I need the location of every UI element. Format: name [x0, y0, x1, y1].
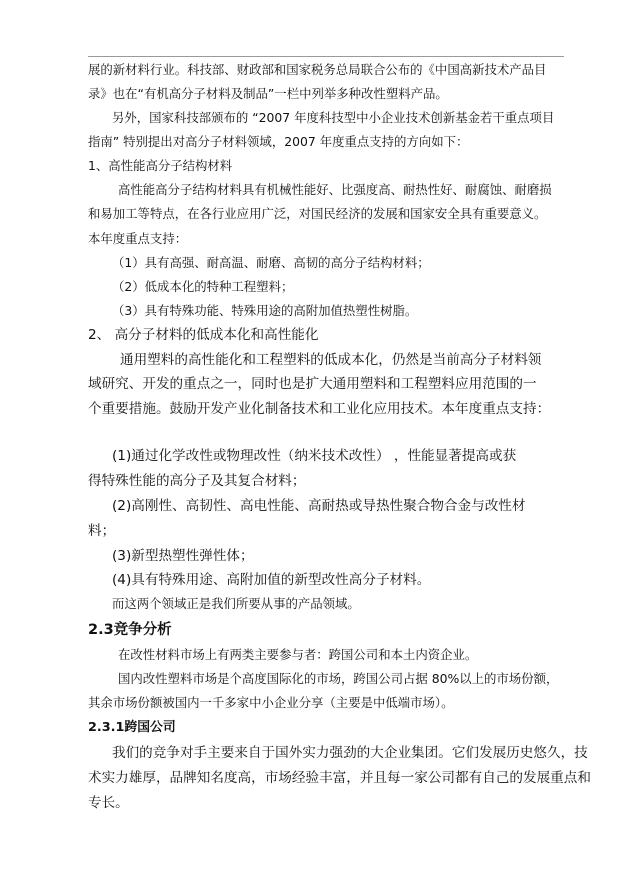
paragraph-line: 另外，国家科技部颁布的 “2007 年度科技型中小企业技术创新基金若干重点项目 [112, 110, 555, 125]
section-title-2-3-1: 2.3.1跨国公司 [88, 720, 176, 735]
list-item: (1)通过化学改性或物理改性（纳米技术改性） ，性能显著提高或获 [112, 448, 517, 464]
paragraph-line: 高性能高分子结构材料具有机械性能好、比强度高、耐热性好、耐腐蚀、耐磨损 [118, 182, 552, 197]
list-item: （3）具有特殊功能、特殊用途的高附加值热塑性树脂。 [112, 303, 418, 318]
header-rule [88, 56, 564, 57]
section-title-2-3: 2.3竞争分析 [88, 622, 172, 638]
list-item: 料； [88, 523, 116, 539]
paragraph-line: 术实力雄厚，品牌知名度高，市场经验丰富，并且每一家公司都有自己的发展重点和 [88, 770, 591, 786]
paragraph-line: 录》也在“有机高分子材料及制品”一栏中列举多种改性塑料产品。 [88, 86, 448, 101]
paragraph-line: 其余市场份额被国内一千多家中小企业分享（主要是中低端市场）。 [88, 695, 454, 710]
paragraph-line: 专长。 [88, 795, 129, 811]
list-item: (4)具有特殊用途、高附加值的新型改性高分子材料。 [112, 572, 431, 588]
paragraph-line: 通用塑料的高性能化和工程塑料的低成本化，仍然是当前高分子材料领 [120, 352, 542, 368]
paragraph-line: 本年度重点支持： [88, 231, 188, 246]
paragraph-line: 展的新材料行业。科技部、财政部和国家税务总局联合公布的《中国高新技术产品目 [88, 62, 547, 77]
paragraph-line: 我们的竞争对手主要来自于国外实力强劲的大企业集团。它们发展历史悠久，技 [112, 745, 588, 761]
list-item: (2)高刚性、高韧性、高电性能、高耐热或导热性聚合物合金与改性材 [112, 498, 526, 514]
section-heading: 2、 高分子材料的低成本化和高性能化 [88, 327, 319, 343]
paragraph-line: 个重要措施。鼓励开发产业化制备技术和工业化应用技术。本年度重点支持： [88, 401, 551, 417]
list-item: (3)新型热塑性弹性体； [112, 548, 254, 564]
section-heading: 1、高性能高分子结构材料 [88, 158, 233, 173]
list-item: （1）具有高强、耐高温、耐磨、高韧的高分子结构材料； [112, 255, 430, 270]
paragraph-line: 和易加工等特点，在各行业应用广泛，对国民经济的发展和国家安全具有重要意义。 [88, 206, 547, 221]
paragraph-line: 而这两个领域正是我们所要从事的产品领域。 [112, 596, 360, 611]
list-item: （2）低成本化的特种工程塑料； [112, 279, 294, 294]
paragraph-line: 域研究、开发的重点之一，同时也是扩大通用塑料和工程塑料应用范围的一 [88, 376, 537, 392]
paragraph-line: 国内改性塑料市场是个高度国际化的市场，跨国公司占据 80%以上的市场份额， [118, 671, 559, 686]
paragraph-line: 指南” 特别提出对高分子材料领域，2007 年度重点支持的方向如下： [88, 134, 469, 149]
list-item: 得特殊性能的高分子及其复合材料； [88, 473, 306, 489]
paragraph-line: 在改性材料市场上有两类主要参与者：跨国公司和本土内资企业。 [118, 647, 478, 662]
